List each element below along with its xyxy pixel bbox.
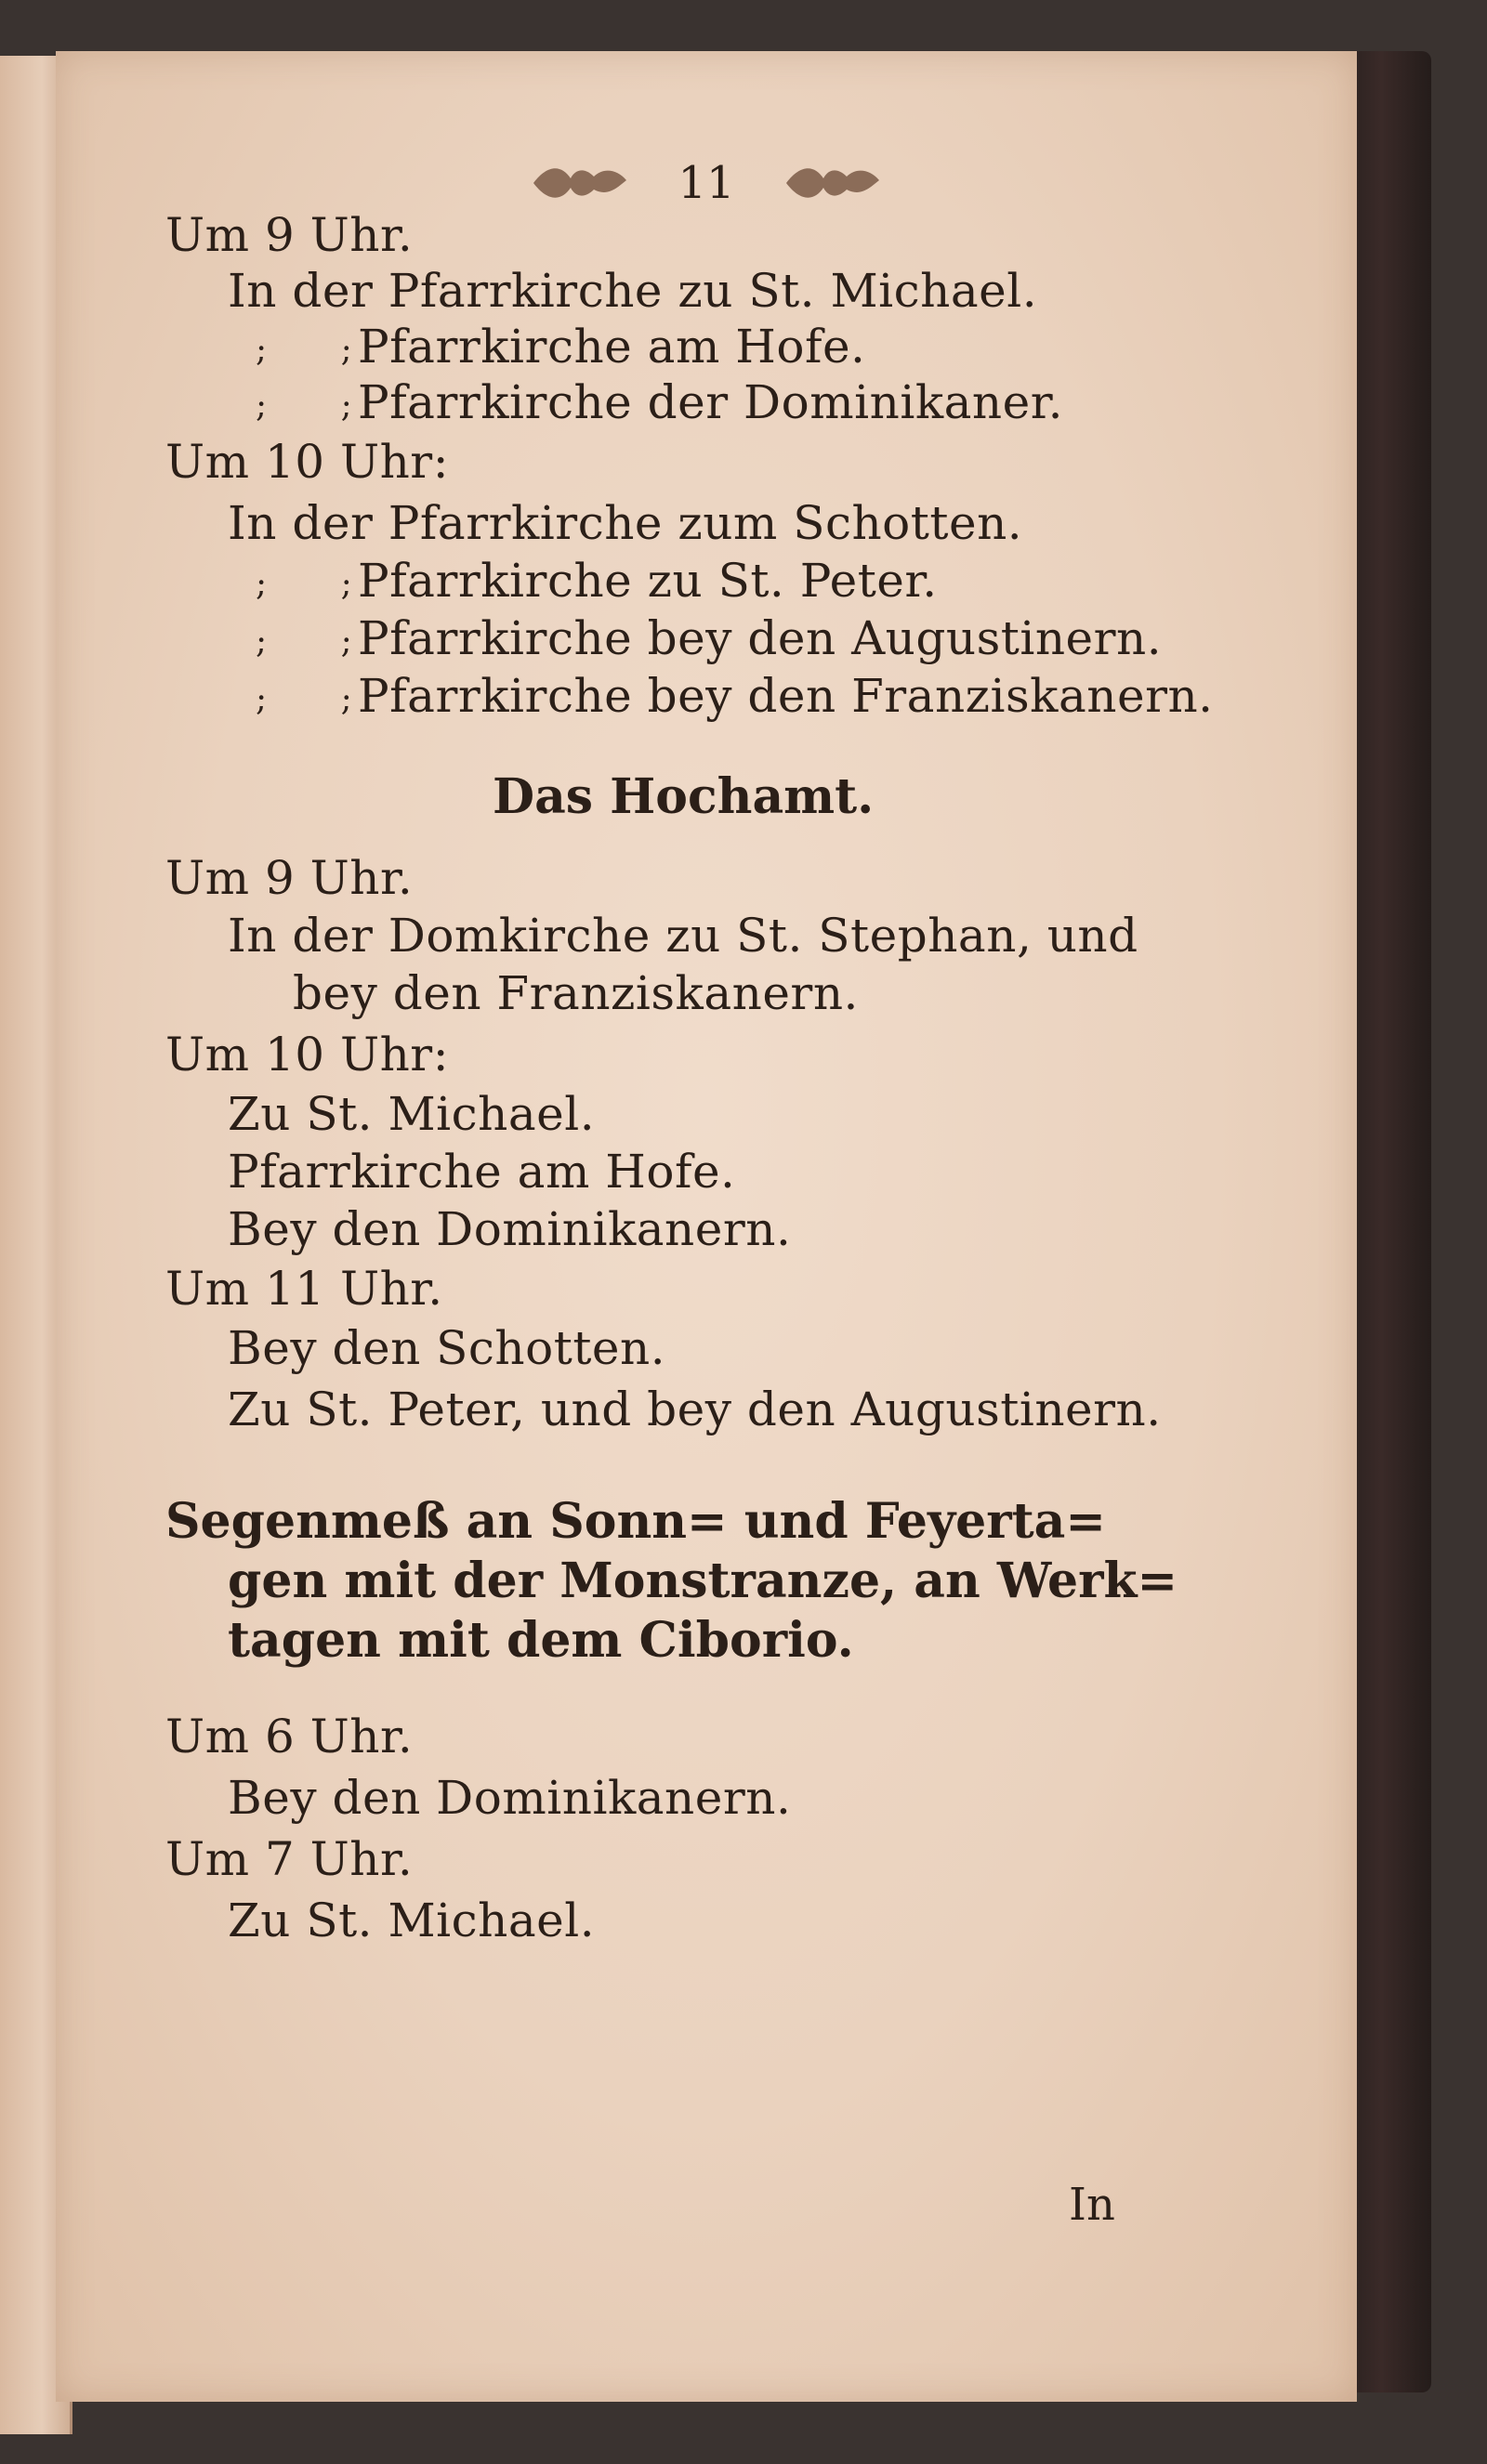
book-binding <box>1348 51 1431 2392</box>
ditto-mark: ; ; <box>256 387 384 425</box>
ditto-mark: ; ; <box>256 623 384 661</box>
church-line: In der Domkirche zu St. Stephan, und <box>228 909 1138 963</box>
catchword: In <box>1069 2179 1115 2231</box>
church-line: Bey den Schotten. <box>228 1321 666 1375</box>
right-ornament-icon <box>782 160 884 206</box>
text-block <box>56 51 1357 2402</box>
ditto-mark: ; ; <box>256 331 384 369</box>
church-line: bey den Franziskanern. <box>293 966 859 1020</box>
page-header <box>56 151 1357 211</box>
section-title: Das Hochamt. <box>493 768 875 825</box>
time-line: Um 7 Uhr. <box>165 1832 414 1886</box>
section-title: tagen mit dem Ciborio. <box>228 1612 854 1669</box>
section-title: Segenmeß an Sonn= und Feyerta= <box>165 1493 1106 1550</box>
time-line: Um 9 Uhr. <box>165 851 414 905</box>
time-line: Um 6 Uhr. <box>165 1710 414 1763</box>
church-line: Bey den Dominikanern. <box>228 1202 792 1256</box>
time-line: Um 11 Uhr. <box>165 1262 443 1316</box>
church-line: In der Pfarrkirche zum Schotten. <box>228 496 1023 550</box>
church-line: In der Pfarrkirche zu St. Michael. <box>228 264 1038 318</box>
page-number: 11 <box>678 156 735 209</box>
church-line: ; ;Pfarrkirche zu St. Peter. <box>256 553 938 612</box>
time-line: Um 10 Uhr: <box>165 435 450 489</box>
church-line: Zu St. Michael. <box>228 1894 596 1947</box>
church-line: Pfarrkirche am Hofe. <box>228 1145 736 1199</box>
church-line: Bey den Dominikanern. <box>228 1771 792 1825</box>
church-line: ; ;Pfarrkirche der Dominikaner. <box>256 374 1063 434</box>
church-line: ; ;Pfarrkirche bey den Franziskanern. <box>256 668 1214 727</box>
ditto-mark: ; ; <box>256 680 384 718</box>
church-line: ; ;Pfarrkirche bey den Augustinern. <box>256 610 1162 670</box>
page <box>56 51 1357 2402</box>
time-line: Um 10 Uhr: <box>165 1028 450 1081</box>
church-line: Zu St. Michael. <box>228 1087 596 1141</box>
section-title: gen mit der Monstranze, an Werk= <box>228 1553 1178 1609</box>
ditto-mark: ; ; <box>256 565 384 603</box>
church-line: Zu St. Peter, und bey den Augustinern. <box>228 1383 1162 1436</box>
time-line: Um 9 Uhr. <box>165 208 414 262</box>
church-line: ; ;Pfarrkirche am Hofe. <box>256 319 865 378</box>
left-ornament-icon <box>529 160 631 206</box>
